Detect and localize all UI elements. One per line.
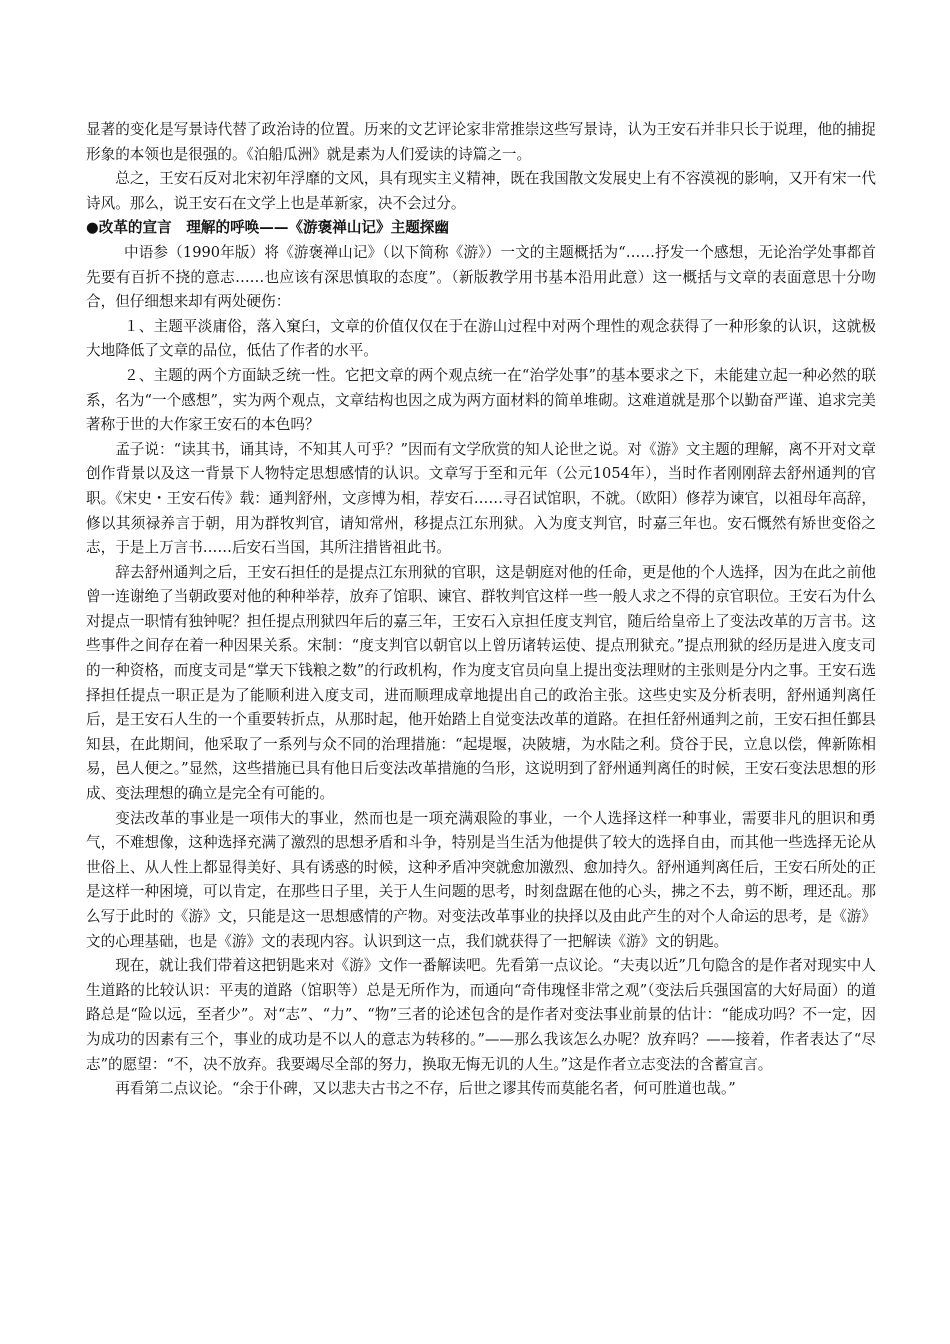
paragraph-interpretation: 现在，就让我们带着这把钥匙来对《游》文作一番解读吧。先看第一点议论。“夫夷以近”几句隐含的是作者对现实中人生道路的比较认识：平夷的道路（馆职等）总是无所作为，而通向“奇伟瑰怪非常之观”（变法后兵强国富的大好局面）的道路总是“险以远，至者少”。对“志”、“力”、“物”三者的论述包含的是作者对变法事业前景的估计：“能成功吗？不一定，因为成功的因素有三个，事业的成功是不以人的意志为转移的。”——那么我该怎么办呢？放弃吗？——接着，作者表达了“尽志”的愿望：“不，决不放弃。我要竭尽全部的努力，换取无悔无讥的人生。”这是作者立志变法的含蓄宣言。 bbox=[86, 957, 876, 1073]
paragraph-intro: 中语参（1990年版）将《游褒禅山记》（以下简称《游》）一文的主题概括为“……抒发一个感想，无论治学处事都首先要有百折不挠的意志……也应该有深思慎取的态度”。（新版教学用书基本沿用此意）这一概括与文章的表面意思十分吻合，但仔细想来却有两处硬伤： bbox=[86, 243, 876, 311]
document-page bbox=[86, 118, 876, 1102]
paragraph-second-point: 再看第二点议论。“余于仆碑，又以悲夫古书之不存，后世之谬其传而莫能名者，何可胜道也哉。” bbox=[115, 1080, 736, 1098]
paragraph-conclusion: 总之，王安石反对北宋初年浮靡的文风，具有现实主义精神，既在我国散文发展史上有不容漠视的影响，又开有宋一代诗风。那么，说王安石在文学上也是革新家，决不会过分。 bbox=[86, 170, 876, 212]
section-heading: ●改革的宣言 理解的呼唤——《游褒禅山记》主题探幽 bbox=[86, 219, 449, 237]
paragraph-resignation: 辞去舒州通判之后，王安石担任的是提点江东刑狱的官职，这是朝庭对他的任命，更是他的个人选择，因为在此之前他曾一连谢绝了当朝政要对他的种种举荐，放弃了馆职、谏官、群牧判官这样一些一般人求之不得的京官职位。王安石为什么对提点一职情有独钟呢？担任提点刑狱四年后的嘉三年，王安石入京担任度支判官，随后给皇帝上了变法改革的万言书。这些事件之间存在着一种因果关系。宋制：“度支判官以朝官以上曾历诸转运使、提点刑狱充。”提点刑狱的经历是进入度支司的一种资格，而度支司是“掌天下钱粮之数”的行政机构，作为度支官员向皇上提出变法理财的主张则是分内之事。王安石选择担任提点一职正是为了能顺利进入度支司，进而顺理成章地提出自己的政治主张。这些史实及分析表明，舒州通判离任后，是王安石人生的一个重要转折点，从那时起，他开始踏上自觉变法改革的道路。在担任舒州通判之前，王安石担任鄞县知县，在此期间，他采取了一系列与众不同的治理措施：“起堤堰，决陂塘，为水陆之利。贷谷于民，立息以偿，俾新陈相易，邑人便之。”显然，这些措施已具有他日后变法改革措施的刍形，这说明到了舒州通判离任的时候，王安石变法思想的形成、变法理想的确立是完全有可能的。 bbox=[86, 563, 876, 803]
paragraph-continuation: 显著的变化是写景诗代替了政治诗的位置。历来的文艺评论家非常推崇这些写景诗，认为王安石并非只长于说理，他的捕捉形象的本领也是很强的。《泊船瓜洲》就是素为人们爱读的诗篇之一。 bbox=[86, 121, 876, 163]
paragraph-point-1: １、主题平淡庸俗，落入窠臼，文章的价值仅仅在于在游山过程中对两个理性的观念获得了一种形象的认识，这就极大地降低了文章的品位，低估了作者的水平。 bbox=[86, 317, 876, 360]
paragraph-reform: 变法改革的事业是一项伟大的事业，然而也是一项充满艰险的事业，一个人选择这样一种事业，需要非凡的胆识和勇气，不难想像，这种选择充满了激烈的思想矛盾和斗争，特别是当生活为他提供了较大的选择自由，而其他一些选择无论从世俗上、从人性上都显得美好、具有诱惑的时候，这种矛盾冲突就愈加激烈、愈加持久。舒州通判离任后，王安石所处的正是这样一种困境，可以肯定，在那些日子里，关于人生问题的思考，时刻盘踞在他的心头，拂之不去，剪不断，理还乱。那么写于此时的《游》文，只能是这一思想感情的产物。对变法改革事业的抉择以及由此产生的对个人命运的思考，是《游》文的心理基础，也是《游》文的表现内容。认识到这一点，我们就获得了一把解读《游》文的钥匙。 bbox=[86, 809, 876, 950]
paragraph-point-2: ２、主题的两个方面缺乏统一性。它把文章的两个观点统一在“治学处事”的基本要求之下，未能建立起一种必然的联系，名为“一个感想”，实为两个观点，文章结构也因之成为两方面材料的简单堆砌。这难道就是那个以勤奋严谨、追求完美著称于世的大作家王安石的本色吗？ bbox=[86, 366, 876, 434]
paragraph-mencius: 孟子说：“读其书，诵其诗，不知其人可乎？”因而有文学欣赏的知人论世之说。对《游》文主题的理解，离不开对文章创作背景以及这一背景下人物特定思想感情的认识。文章写于至和元年（公元1054年），当时作者刚刚辞去舒州通判的官职。《宋史・王安石传》载：通判舒州，文彦博为相，荐安石……寻召试馆职，不就。（欧阳）修荐为谏官，以祖母年高辞，修以其须禄养言于朝，用为群牧判官，请知常州，移提点江东刑狱。入为度支判官，时嘉三年也。安石慨然有矫世变俗之志，于是上万言书……后安石当国，其所注措皆祖此书。 bbox=[86, 440, 876, 557]
